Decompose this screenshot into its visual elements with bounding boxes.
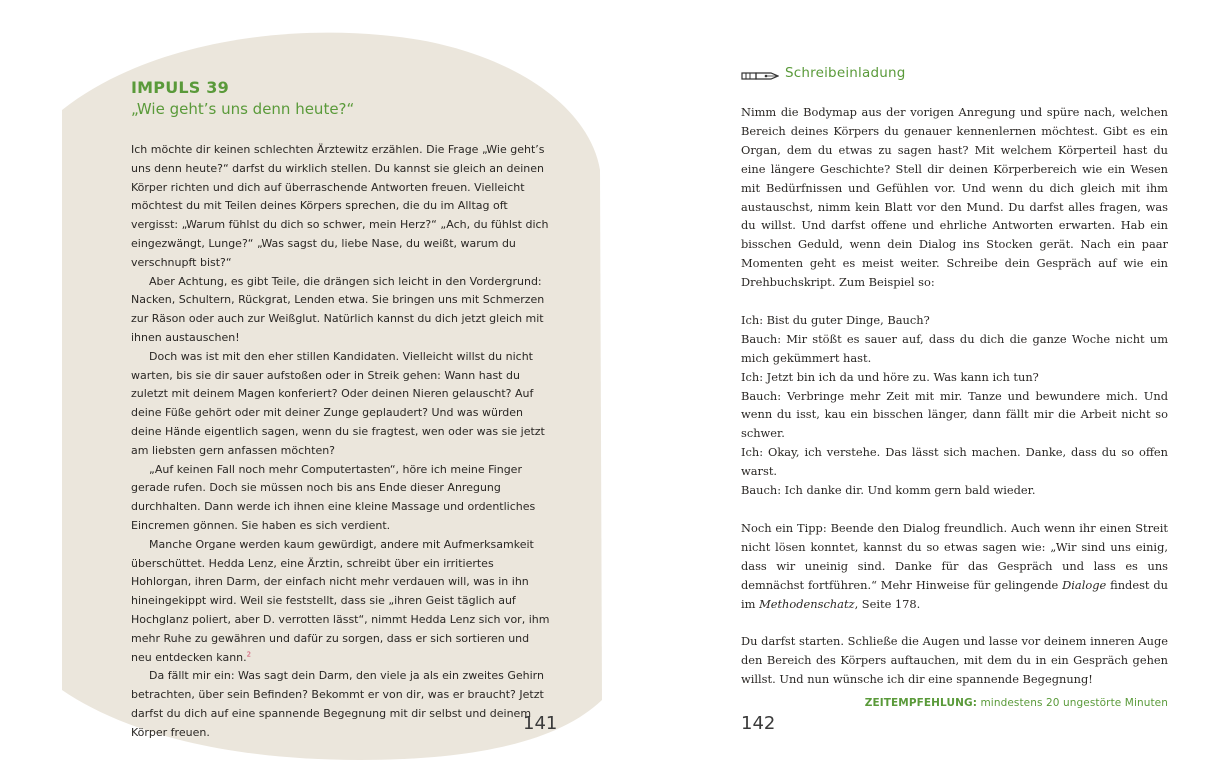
dialog-line: Bauch: Verbringe mehr Zeit mit mir. Tanze und bewundere mich. Und wenn du isst, kau ein bisschen länger, dann fällt mir die Arbeit nicht so schwer. — [741, 388, 1168, 441]
tip-italic-methodenschatz: Methodenschatz — [759, 596, 855, 611]
paragraph: Da fällt mir ein: Was sagt dein Darm, den viele ja als ein zweites Gehirn betrachten, über sein Befinden? Bekommt er von dir, was er braucht? Jetzt darfst du dich auf eine spannende Begegnung mit dir selbst und deinem Körper freuen. — [131, 669, 544, 739]
impuls-label: IMPULS 39 — [131, 78, 229, 97]
page-number-left: 141 — [523, 713, 558, 734]
dialog-line: Bauch: Ich danke dir. Und komm gern bald wieder. — [741, 483, 1036, 498]
tip-text: Noch ein Tipp: Beende den Dialog freundlich. Auch wenn ihr einen Streit nicht lösen konntet, kannst du so etwas sagen wie: „Wir sind uns einig, dass wir uneinig sind. Danke für das Gespräch und lass es uns demnächst fortführen.“ Mehr Hinweise für gelingende — [741, 520, 1168, 592]
dialog-example — [741, 311, 1168, 500]
paragraph-with-footnote — [131, 536, 551, 668]
tip-italic-dialoge: Dialoge — [1062, 577, 1107, 592]
dialog-line: Ich: Okay, ich verstehe. Das lässt sich machen. Danke, dass du so offen warst. — [741, 445, 1168, 479]
paragraph: Doch was ist mit den eher stillen Kandidaten. Vielleicht willst du nicht warten, bis sie dir sauer aufstoßen oder in Streik gehen: Wann hast du zuletzt mit deinem Magen konferiert? Oder deinen Nieren gelauscht? Auf deine Füße gehört oder mit deiner Zunge geplaudert? Und was würden deine Hände eigentlich sagen, wenn du sie fragtest, wen oder was sie jetzt am liebsten gern anfassen möchten? — [131, 349, 545, 457]
dialog-line: Ich: Bist du guter Dinge, Bauch? — [741, 312, 930, 327]
page-number-right: 142 — [741, 713, 776, 734]
impuls-title: „Wie geht’s uns denn heute?“ — [131, 100, 355, 118]
time-recommendation — [741, 697, 1168, 709]
time-recommendation-label: ZEITEMPFEHLUNG: — [864, 697, 978, 710]
paragraph: „Auf keinen Fall noch mehr Computertasten“, höre ich meine Finger gerade rufen. Doch sie müssen noch bis ans Ende dieser Anregung durchhalten. Dann werde ich ihnen eine kleine Massage und ordentliches Eincremen gönnen. Sie haben es sich verdient. — [131, 462, 536, 532]
tip-end: , Seite 178. — [854, 596, 921, 611]
paragraph-text: Manche Organe werden kaum gewürdigt, andere mit Aufmerksamkeit überschüttet. Hedda Lenz, eine Ärztin, schreibt über ein irritiertes Hohlorgan, ihren Darm, der einfach nicht mehr verdauen will, was in ihn hineingekippt wird. Weil sie feststellt, dass sie „ihren Geist täglich auf Hochglanz poliert, aber D. verrotten lässt“, nimmt Hedda Lenz sich vor, ihm mehr Ruhe zu gewähren und dafür zu sorgen, dass er sich sortieren und neu entdecken kann. — [131, 537, 550, 664]
time-recommendation-value: mindestens 20 ungestörte Minuten — [980, 697, 1168, 710]
paragraph: Ich möchte dir keinen schlechten Ärztewitz erzählen. Die Frage „Wie geht’s uns denn heute?“ darfst du wirklich stellen. Du kannst sie gleich an deinen Körper richten und dich auf überraschende Antworten freuen. Vielleicht möchtest du mit Teilen deines Körpers sprechen, die du im Alltag oft vergisst: „Warum fühlst du dich so schwer, mein Herz?“ „Ach, du fühlst dich eingezwängt, Lunge?“ „Was sagst du, liebe Nase, du weißt, warum du verschnupft bist?“ — [131, 143, 549, 269]
section-label: Schreibeinladung — [785, 65, 906, 81]
dialog-line: Ich: Jetzt bin ich da und höre zu. Was kann ich tun? — [741, 369, 1039, 384]
pen-nib-icon — [741, 67, 779, 79]
tip-mid: findest du im — [741, 577, 1169, 611]
dialog-line: Bauch: Mir stößt es sauer auf, dass du dich die ganze Woche nicht um mich gekümmert hast. — [741, 331, 1168, 365]
left-page-content — [131, 78, 551, 743]
intro-paragraph: Nimm die Bodymap aus der vorigen Anregung und spüre nach, welchen Bereich deines Körpers du genauer kennenlernen möchtest. Gibt es ein Organ, dem du etwas zu sagen hast? Mit welchem Körperteil hast du eine längere Geschichte? Stell dir deinen Körperbereich wie ein Wesen mit Bedürfnissen und Gefühlen vor. Und wenn du dich gleich mit ihm austauschst, nimm kein Blatt vor den Mund. Du darfst alles fragen, was du willst. Und darfst offene und ehrliche Antworten erwarten. Hab ein bisschen Geduld, wenn dein Dialog ins Stocken gerät. Nach ein paar Momenten geht es meist weiter. Schreibe dein Gespräch auf wie ein Drehbuchskript. Zum Beispiel so: — [741, 105, 1168, 290]
section-heading — [741, 62, 1168, 84]
right-body-text — [741, 103, 1168, 689]
left-body-text — [131, 141, 551, 743]
tip-paragraph — [741, 519, 1168, 614]
paragraph: Aber Achtung, es gibt Teile, die drängen sich leicht in den Vordergrund: Nacken, Schultern, Rückgrat, Lenden etwa. Sie bringen uns mit Schmerzen zur Räson oder auch zur Weißglut. Natürlich kannst du dich jetzt gleich mit ihnen austauschen! — [131, 274, 545, 344]
right-page-content — [741, 62, 1168, 709]
footnote-marker[interactable]: 2 — [246, 649, 252, 658]
closing-paragraph: Du darfst starten. Schließe die Augen und lasse vor deinem inneren Auge den Bereich des Körpers auftauchen, mit dem du in ein Gespräch gehen willst. Und nun wünsche ich dir eine spannende Begegnung! — [741, 634, 1168, 687]
